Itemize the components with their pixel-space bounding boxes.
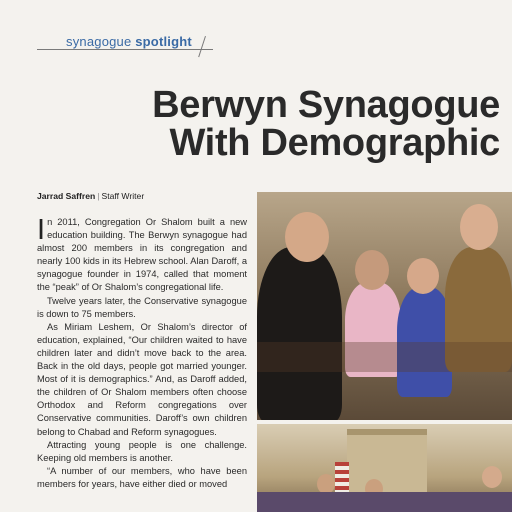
section-slash: [198, 36, 206, 57]
photo-pew: [257, 342, 512, 372]
photo-figure-1-head: [317, 474, 335, 494]
section-label: [66, 34, 192, 49]
headline-line-2: With Demographic: [169, 122, 500, 164]
byline-author: Jarrad Saffren: [37, 191, 96, 201]
article-paragraph-1-text: n 2011, Congregation Or Shalom built a new education building. The Berwyn synagogue had almost 200 members in its congregation and nearly 100 kids in its Hebrew school. Alan Daroff, a synagogue founder in 1974, called that moment the “peak” of Or Shalom’s congregational life.: [37, 217, 247, 293]
photo-figure-child-head: [407, 258, 439, 294]
section-rule: [37, 49, 213, 50]
article-body: [37, 216, 247, 491]
section-highlight: spotlight: [135, 34, 192, 49]
photo-figure-girl-head: [355, 250, 389, 290]
photo-figure-man-head: [285, 212, 329, 262]
article-paragraph-4: Attracting young people is one challenge. Keeping old members is another.: [37, 439, 247, 463]
article-paragraph-5: “A number of our members, who have been members for years, have either died or moved: [37, 465, 247, 489]
drop-cap: I: [37, 214, 46, 246]
photo-ark: [347, 429, 427, 495]
headline: [152, 86, 500, 162]
photo-figure-teen-head: [460, 204, 498, 250]
headline-line-1: Berwyn Synagogue: [152, 84, 500, 126]
photo-synagogue-interior: [257, 424, 512, 512]
article-paragraph-3: As Miriam Leshem, Or Shalom’s director of education, explained, “Our children waited to have children later and didn’t move back to the area. Back in the old days, people got married younger. Most of it is demographics.” And, as Daroff added, the children of Or Shalom members often choose Orthodox and Reform congregations over Conservative communities. Daroff’s own children belong to Chabad and Reform synagogues.: [37, 321, 247, 437]
photo-figure-man-suit: [257, 247, 342, 420]
byline-separator: |: [97, 191, 100, 201]
photo-crowd: [257, 492, 512, 512]
byline: [37, 191, 144, 201]
photo-congregation-kids: [257, 192, 512, 420]
article-paragraph-2: Twelve years later, the Conservative synagogue is down to 75 members.: [37, 295, 247, 319]
article-paragraph-1: [37, 216, 247, 295]
byline-role: Staff Writer: [101, 191, 145, 201]
photo-figure-3-head: [482, 466, 502, 488]
section-prefix: synagogue: [66, 34, 132, 49]
